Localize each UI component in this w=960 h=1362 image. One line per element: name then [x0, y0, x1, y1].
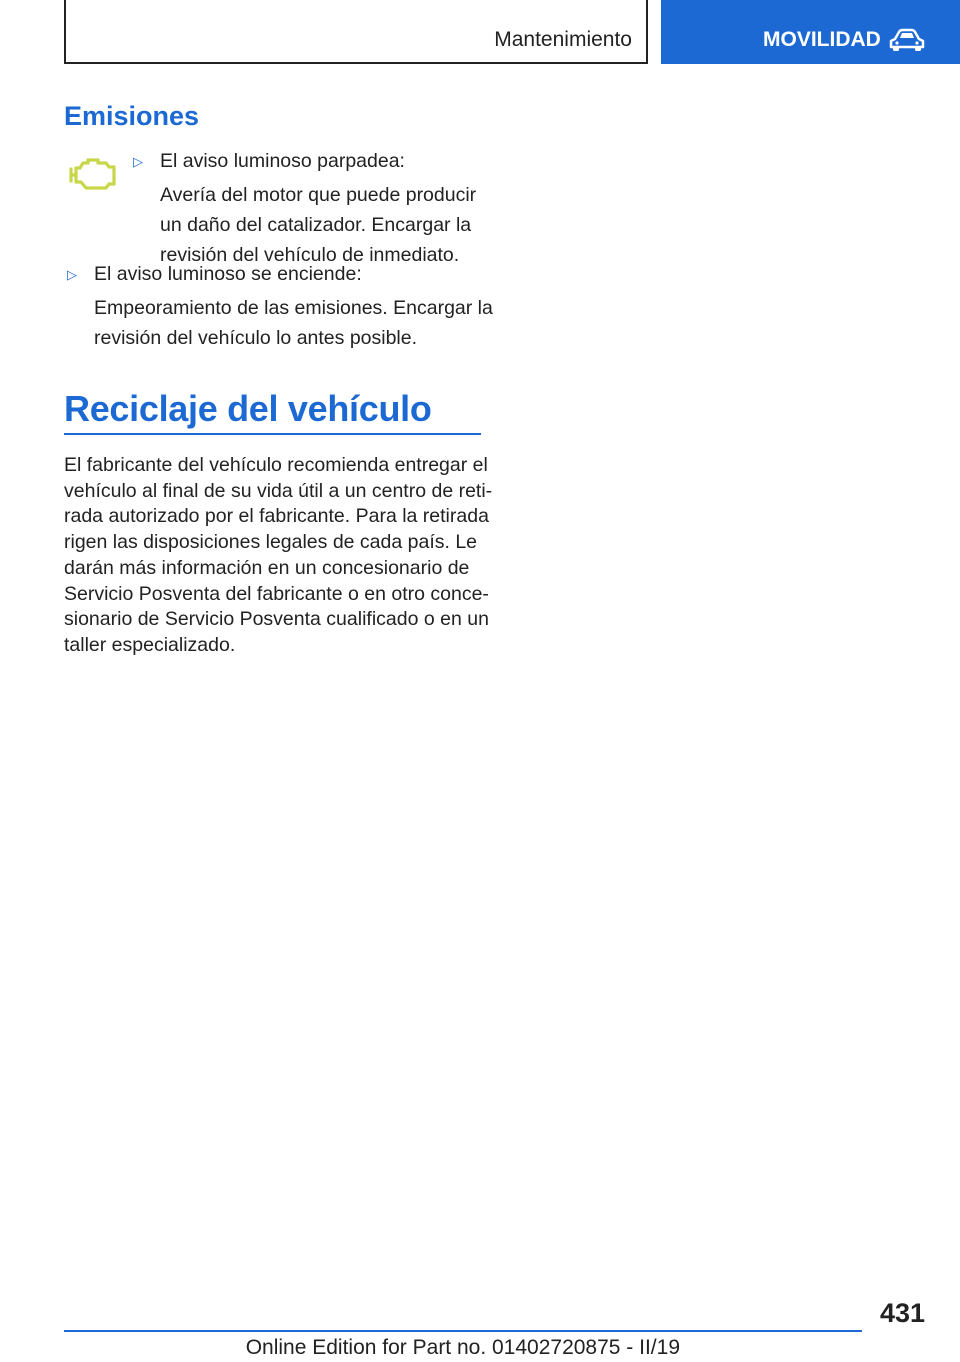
triangle-bullet-icon: ▷ [67, 267, 77, 282]
header-section-box [64, 0, 648, 64]
emissions-item-heading: El aviso luminoso se enciende: [94, 263, 362, 285]
triangle-bullet-icon: ▷ [133, 154, 143, 169]
section-divider [64, 433, 481, 435]
car-icon [888, 27, 926, 53]
emissions-item-body: Empeoramiento de las emisiones. Encargar la revisión del vehículo lo antes posible. [94, 297, 493, 349]
chapter-tab[interactable] [661, 0, 960, 64]
footer-edition-text: Online Edition for Part no. 01402720875 - II/19 [245, 1336, 680, 1359]
emissions-item-body: Avería del motor que puede producir un daño del catalizador. Encargar la revisión del vehículo de inmediato. [160, 184, 477, 266]
emissions-item-heading: El aviso luminoso parpadea: [160, 150, 405, 172]
chapter-tab-label: MOVILIDAD [763, 28, 881, 51]
page-number: 431 [879, 1298, 925, 1328]
recycling-paragraph: El fabricante del vehículo recomienda entregar el vehículo al final de su vida útil a un centro de reti- rada autorizado por el fabricante. Para la retirada rigen las disposiciones legales de cada país. Le darán más información en un concesionario de Servicio Posventa del fabricante o en otro conce- sionario de Servicio Posventa cualificado o en un taller especializado. [64, 454, 493, 656]
emissions-item-blink [133, 146, 490, 270]
footer-divider [64, 1330, 862, 1332]
check-engine-icon [68, 156, 118, 192]
emissions-item-steady [67, 259, 494, 353]
header-section-title: Mantenimiento [494, 28, 632, 51]
section-title-recycling: Reciclaje del vehículo [64, 388, 432, 429]
section-title-emissions: Emisiones [64, 101, 200, 131]
